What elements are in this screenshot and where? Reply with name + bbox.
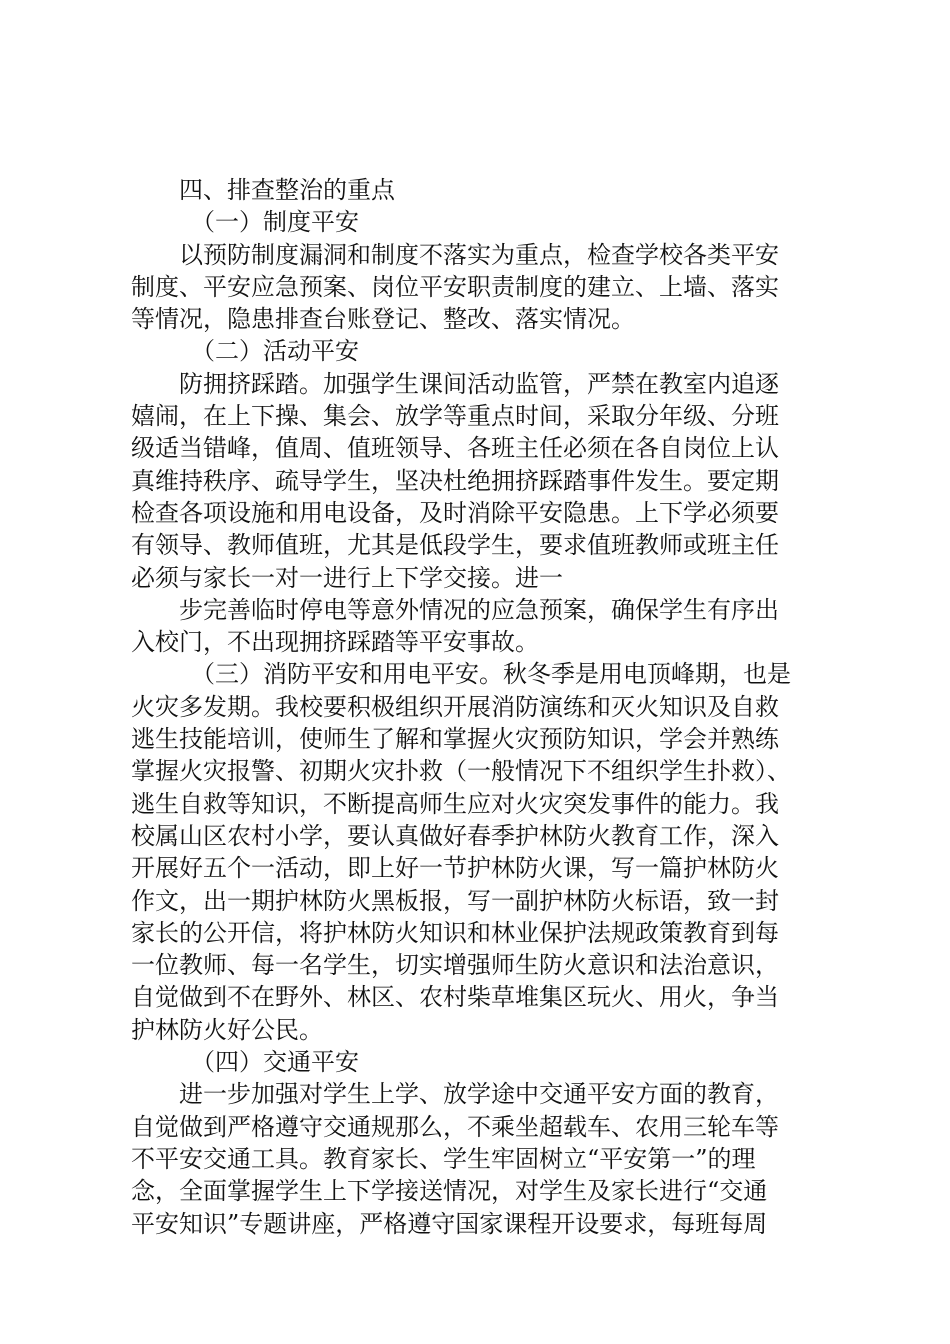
text-line: 火灾多发期。我校要积极组织开展消防演练和灭火知识及自救 <box>131 692 779 721</box>
text-line: 有领导、教师值班，尤其是低段学生，要求值班教师或班主任 <box>131 531 779 560</box>
text-line: 家长的公开信，将护林防火知识和林业保护法规政策教育到每 <box>131 918 779 947</box>
text-line: 掌握火灾报警、初期火灾扑救（一般情况下不组织学生扑救）、 <box>131 757 791 786</box>
text-line: 作文，出一期护林防火黑板报，写一副护林防火标语，致一封 <box>131 886 779 915</box>
text-line: 以预防制度漏洞和制度不落实为重点，检查学校各类平安 <box>179 240 779 269</box>
text-line: 真维持秩序、疏导学生，坚决杜绝拥挤踩踏事件发生。要定期 <box>131 466 779 495</box>
text-line: 逃生技能培训，使师生了解和掌握火灾预防知识，学会并熟练 <box>131 725 779 754</box>
text-line: 校属山区农村小学，要认真做好春季护林防火教育工作，深入 <box>131 821 779 850</box>
text-line: （一）制度平安 <box>191 208 359 237</box>
text-line: （二）活动平安 <box>191 337 359 366</box>
text-line: 入校门，不出现拥挤踩踏等平安事故。 <box>131 628 539 657</box>
text-line: 步完善临时停电等意外情况的应急预案，确保学生有序出 <box>179 595 779 624</box>
text-line: 必须与家长一对一进行上下学交接。进一 <box>131 563 563 592</box>
text-line: 平安知识”专题讲座，严格遵守国家课程开设要求，每班每周 <box>131 1209 768 1238</box>
text-line: 防拥挤踩踏。加强学生课间活动监管，严禁在教室内追逐 <box>179 369 779 398</box>
text-line: 自觉做到不在野外、林区、农村柴草堆集区玩火、用火，争当 <box>131 983 779 1012</box>
text-line: 进一步加强对学生上学、放学途中交通平安方面的教育， <box>179 1080 779 1109</box>
text-line: 念，全面掌握学生上下学接送情况，对学生及家长进行“交通 <box>131 1177 768 1206</box>
text-line: 检查各项设施和用电设备，及时消除平安隐患。上下学必须要 <box>131 498 779 527</box>
text-line: （四）交通平安 <box>191 1048 359 1077</box>
text-line: 级适当错峰，值周、值班领导、各班主任必须在各自岗位上认 <box>131 434 779 463</box>
text-line: 不平安交通工具。教育家长、学生牢固树立“平安第一”的理 <box>131 1144 756 1173</box>
text-line: （三）消防平安和用电平安。秋冬季是用电顶峰期，也是 <box>191 660 791 689</box>
text-line: 逃生自救等知识，不断提高师生应对火灾突发事件的能力。我 <box>131 789 779 818</box>
text-line: 开展好五个一活动，即上好一节护林防火课，写一篇护林防火 <box>131 854 779 883</box>
text-line: 护林防火好公民。 <box>131 1015 323 1044</box>
text-line: 等情况，隐患排查台账登记、整改、落实情况。 <box>131 305 635 334</box>
text-line: 制度、平安应急预案、岗位平安职责制度的建立、上墙、落实 <box>131 272 779 301</box>
text-line: 自觉做到严格遵守交通规那么，不乘坐超载车、农用三轮车等 <box>131 1112 779 1141</box>
text-line: 一位教师、每一名学生，切实增强师生防火意识和法治意识， <box>131 951 779 980</box>
text-line: 嬉闹，在上下操、集会、放学等重点时间，采取分年级、分班 <box>131 402 779 431</box>
document-body <box>131 174 851 1240</box>
text-line: 四、排查整治的重点 <box>179 176 395 204</box>
